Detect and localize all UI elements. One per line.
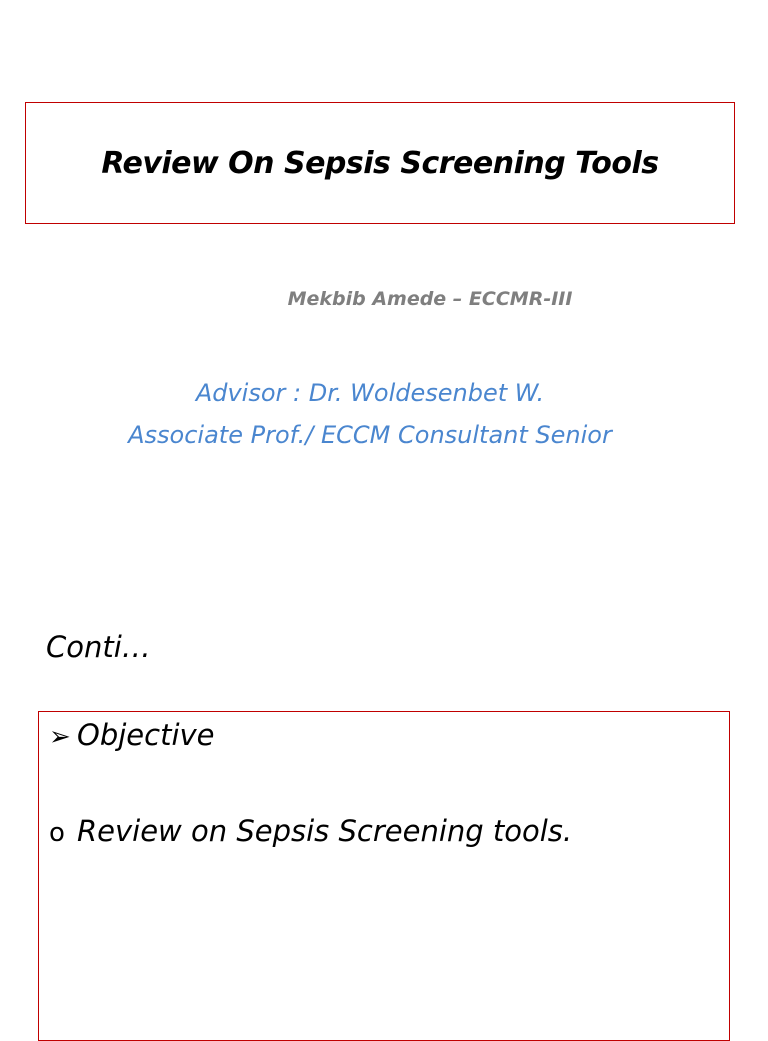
arrow-bullet-icon: ➢ (49, 722, 71, 752)
list-item (49, 814, 572, 848)
advisor-title: Associate Prof./ ECCM Consultant Senior (128, 421, 612, 449)
list-item (49, 718, 215, 752)
advisor-block (0, 372, 740, 456)
circle-bullet-icon: o (49, 818, 65, 848)
advisor-name: Advisor : Dr. Woldesenbet W. (195, 379, 545, 407)
bullet-text: Review on Sepsis Screening tools. (77, 814, 573, 848)
bullet-text: Objective (77, 718, 215, 752)
title-box (25, 102, 735, 224)
continuation-heading: Conti… (46, 630, 151, 664)
slide-title: Review On Sepsis Screening Tools (101, 145, 659, 181)
content-box (38, 711, 730, 1041)
presenter-name: Mekbib Amede – ECCMR-III (287, 288, 573, 310)
